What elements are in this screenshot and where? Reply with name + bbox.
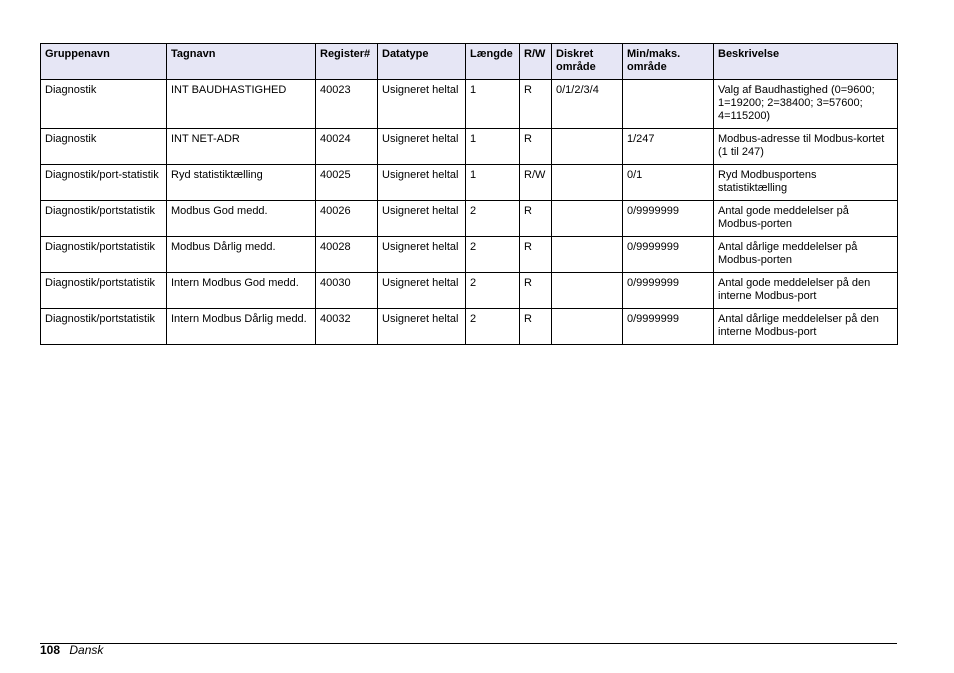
cell-datatype: Usigneret heltal [378, 273, 466, 309]
cell-beskrivelse: Modbus-adresse til Modbus-kortet (1 til 247) [714, 129, 898, 165]
cell-tagnavn: Modbus God medd. [167, 201, 316, 237]
cell-minmaks: 0/1 [623, 165, 714, 201]
table-row [41, 201, 898, 237]
cell-diskret: 0/1/2/3/4 [552, 80, 623, 129]
cell-diskret [552, 309, 623, 345]
header-laengde: Længde [466, 44, 520, 80]
table-row [41, 80, 898, 129]
cell-laengde: 2 [466, 201, 520, 237]
modbus-register-table [40, 43, 898, 345]
cell-minmaks: 0/9999999 [623, 273, 714, 309]
cell-register: 40030 [316, 273, 378, 309]
header-rw: R/W [520, 44, 552, 80]
cell-rw: R [520, 273, 552, 309]
cell-datatype: Usigneret heltal [378, 129, 466, 165]
cell-diskret [552, 201, 623, 237]
cell-datatype: Usigneret heltal [378, 237, 466, 273]
cell-register: 40025 [316, 165, 378, 201]
cell-gruppenavn: Diagnostik/portstatistik [41, 273, 167, 309]
cell-rw: R [520, 309, 552, 345]
cell-laengde: 1 [466, 129, 520, 165]
table-row [41, 309, 898, 345]
cell-gruppenavn: Diagnostik/portstatistik [41, 309, 167, 345]
cell-laengde: 1 [466, 165, 520, 201]
modbus-register-table-container [40, 43, 897, 345]
cell-beskrivelse: Antal gode meddelelser på Modbus-porten [714, 201, 898, 237]
cell-register: 40026 [316, 201, 378, 237]
cell-minmaks: 0/9999999 [623, 237, 714, 273]
table-row [41, 273, 898, 309]
cell-minmaks: 0/9999999 [623, 201, 714, 237]
cell-rw: R [520, 201, 552, 237]
cell-gruppenavn: Diagnostik/portstatistik [41, 201, 167, 237]
cell-tagnavn: INT BAUDHASTIGHED [167, 80, 316, 129]
cell-datatype: Usigneret heltal [378, 309, 466, 345]
header-gruppenavn: Gruppenavn [41, 44, 167, 80]
cell-minmaks: 0/9999999 [623, 309, 714, 345]
cell-rw: R [520, 80, 552, 129]
page-footer [40, 643, 103, 657]
header-datatype: Datatype [378, 44, 466, 80]
table-row [41, 237, 898, 273]
cell-register: 40024 [316, 129, 378, 165]
cell-diskret [552, 237, 623, 273]
header-minmaks-omraade: Min/maks. område [623, 44, 714, 80]
page-number: 108 [40, 643, 61, 657]
cell-laengde: 2 [466, 237, 520, 273]
header-tagnavn: Tagnavn [167, 44, 316, 80]
table-row [41, 165, 898, 201]
cell-beskrivelse: Antal dårlige meddelelser på Modbus-porten [714, 237, 898, 273]
cell-diskret [552, 273, 623, 309]
cell-datatype: Usigneret heltal [378, 80, 466, 129]
cell-diskret [552, 165, 623, 201]
cell-tagnavn: Ryd statistiktælling [167, 165, 316, 201]
cell-rw: R [520, 129, 552, 165]
cell-beskrivelse: Antal dårlige meddelelser på den interne Modbus-port [714, 309, 898, 345]
cell-datatype: Usigneret heltal [378, 201, 466, 237]
cell-gruppenavn: Diagnostik [41, 129, 167, 165]
cell-beskrivelse: Antal gode meddelelser på den interne Modbus-port [714, 273, 898, 309]
cell-gruppenavn: Diagnostik/portstatistik [41, 237, 167, 273]
cell-rw: R/W [520, 165, 552, 201]
cell-tagnavn: Intern Modbus Dårlig medd. [167, 309, 316, 345]
cell-datatype: Usigneret heltal [378, 165, 466, 201]
cell-minmaks: 1/247 [623, 129, 714, 165]
cell-register: 40023 [316, 80, 378, 129]
page-language: Dansk [69, 643, 104, 657]
cell-register: 40032 [316, 309, 378, 345]
header-register: Register# [316, 44, 378, 80]
cell-rw: R [520, 237, 552, 273]
cell-diskret [552, 129, 623, 165]
cell-gruppenavn: Diagnostik/port-statistik [41, 165, 167, 201]
footer-divider [40, 643, 897, 644]
cell-laengde: 2 [466, 273, 520, 309]
cell-tagnavn: Intern Modbus God medd. [167, 273, 316, 309]
header-beskrivelse: Beskrivelse [714, 44, 898, 80]
table-header-row [41, 44, 898, 80]
cell-minmaks [623, 80, 714, 129]
cell-tagnavn: INT NET-ADR [167, 129, 316, 165]
cell-laengde: 2 [466, 309, 520, 345]
cell-register: 40028 [316, 237, 378, 273]
cell-beskrivelse: Valg af Baudhastighed (0=9600; 1=19200; 2=38400; 3=57600; 4=115200) [714, 80, 898, 129]
table-row [41, 129, 898, 165]
cell-laengde: 1 [466, 80, 520, 129]
cell-beskrivelse: Ryd Modbusportens statistiktælling [714, 165, 898, 201]
header-diskret-omraade: Diskret område [552, 44, 623, 80]
cell-tagnavn: Modbus Dårlig medd. [167, 237, 316, 273]
cell-gruppenavn: Diagnostik [41, 80, 167, 129]
